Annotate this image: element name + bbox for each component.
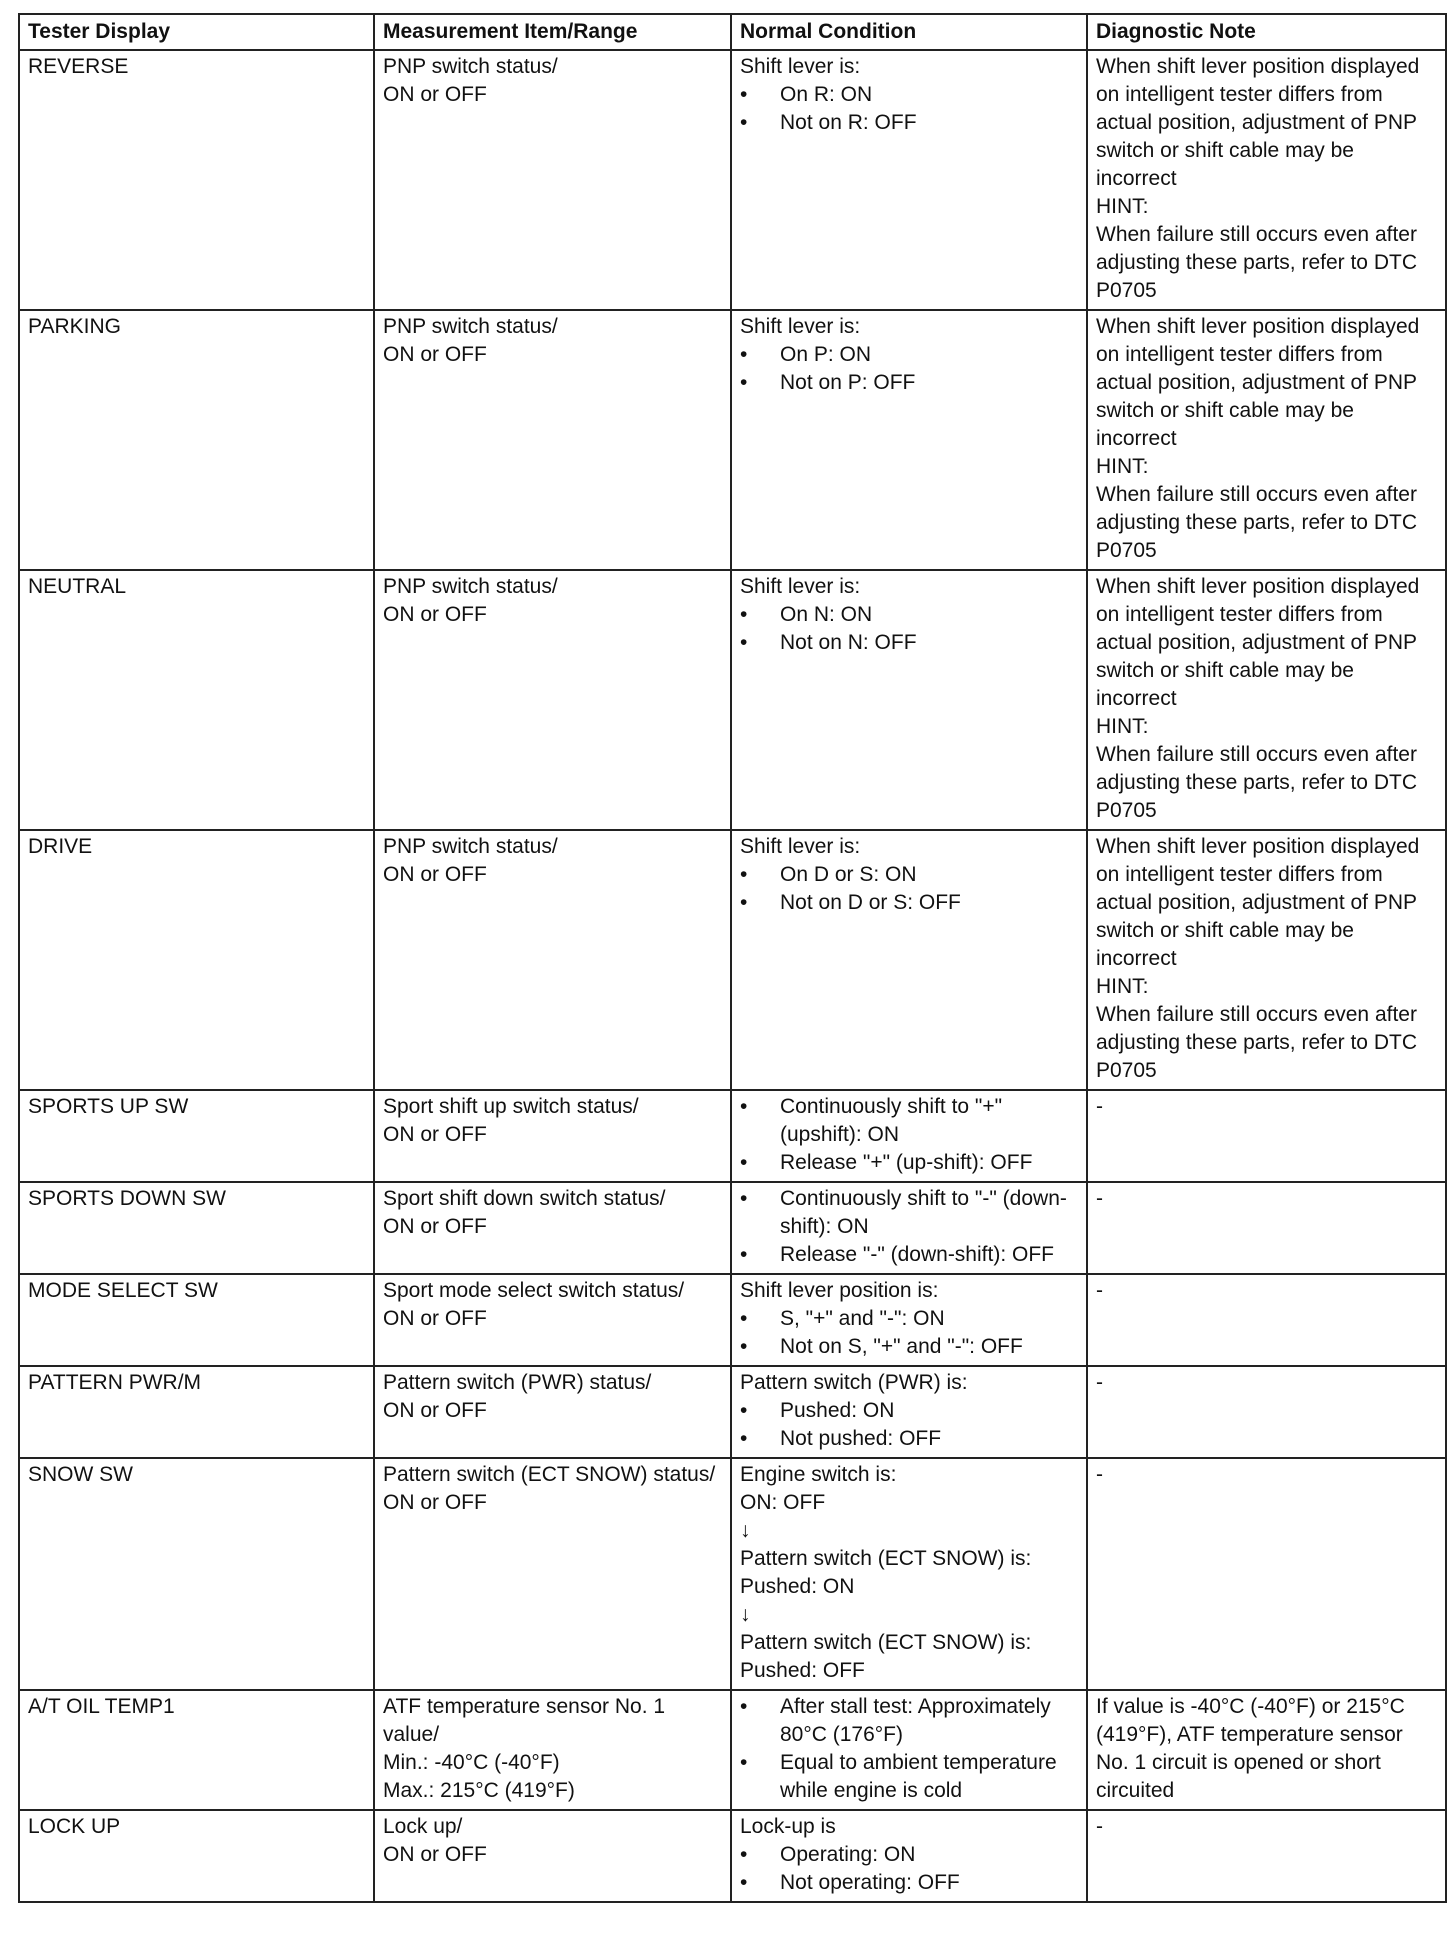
bullet-item xyxy=(740,629,1078,657)
bullet-text: Not on R: OFF xyxy=(780,111,917,134)
measurement-line: ON or OFF xyxy=(383,1123,487,1146)
bullet-icon: • xyxy=(740,1335,748,1358)
bullet-icon: • xyxy=(740,1843,748,1866)
cell-diagnostic-note xyxy=(1087,1090,1446,1182)
measurement-line: Pattern switch (ECT SNOW) status/ xyxy=(383,1463,716,1486)
bullet-item xyxy=(740,1241,1078,1269)
cell-diagnostic-note xyxy=(1087,570,1446,830)
bullet-icon: • xyxy=(740,1243,748,1266)
table-body xyxy=(19,50,1446,1902)
bullet-text: Not on S, "+" and "-": OFF xyxy=(780,1335,1023,1358)
cell-normal-condition xyxy=(731,310,1087,570)
bullet-icon: • xyxy=(740,603,748,626)
cell-tester-display: NEUTRAL xyxy=(19,570,374,830)
cell-tester-display: DRIVE xyxy=(19,830,374,1090)
cell-diagnostic-note xyxy=(1087,1690,1446,1810)
bullet-item xyxy=(740,861,1078,889)
cell-diagnostic-note xyxy=(1087,50,1446,310)
note-line: HINT: xyxy=(1096,975,1149,998)
bullet-icon: • xyxy=(740,83,748,106)
cell-tester-display: PATTERN PWR/M xyxy=(19,1366,374,1458)
cell-diagnostic-note xyxy=(1087,310,1446,570)
cell-tester-display: SNOW SW xyxy=(19,1458,374,1690)
bullet-text: On D or S: ON xyxy=(780,863,917,886)
measurement-line: PNP switch status/ xyxy=(383,55,558,78)
condition-line: Shift lever is: xyxy=(740,315,861,338)
cell-tester-display: A/T OIL TEMP1 xyxy=(19,1690,374,1810)
table-row xyxy=(19,1810,1446,1902)
bullet-item xyxy=(740,1305,1078,1333)
measurement-line: ATF temperature sensor No. 1 value/ xyxy=(383,1695,666,1746)
note-line: HINT: xyxy=(1096,195,1149,218)
bullet-text: S, "+" and "-": ON xyxy=(780,1307,945,1330)
cell-tester-display: SPORTS UP SW xyxy=(19,1090,374,1182)
bullet-item xyxy=(740,1333,1078,1361)
header-normal-condition: Normal Condition xyxy=(731,14,1087,50)
bullet-item xyxy=(740,1425,1078,1453)
note-line: When failure still occurs even after adjusting these parts, refer to DTC P0705 xyxy=(1096,483,1417,562)
condition-line: Shift lever position is: xyxy=(740,1279,939,1302)
down-arrow-icon: ↓ xyxy=(740,1519,751,1542)
table-row xyxy=(19,50,1446,310)
bullet-icon: • xyxy=(740,891,748,914)
cell-normal-condition xyxy=(731,1810,1087,1902)
table-row xyxy=(19,1090,1446,1182)
bullet-icon: • xyxy=(740,1151,748,1174)
table-row xyxy=(19,1690,1446,1810)
cell-normal-condition xyxy=(731,1690,1087,1810)
table-header-row xyxy=(19,14,1446,50)
cell-measurement-item xyxy=(374,570,731,830)
cell-diagnostic-note xyxy=(1087,830,1446,1090)
bullet-icon: • xyxy=(740,111,748,134)
cell-diagnostic-note xyxy=(1087,1458,1446,1690)
bullet-item xyxy=(740,1869,1078,1897)
condition-line: Lock-up is xyxy=(740,1815,836,1838)
measurement-line: ON or OFF xyxy=(383,603,487,626)
bullet-icon: • xyxy=(740,1187,748,1210)
cell-normal-condition xyxy=(731,570,1087,830)
table-row xyxy=(19,570,1446,830)
bullet-icon: • xyxy=(740,343,748,366)
bullet-item xyxy=(740,889,1078,917)
note-line: When shift lever position displayed on intelligent tester differs from actual position, adjustment of PNP switch or shift cable may be incorrect xyxy=(1096,575,1420,710)
bullet-item xyxy=(740,601,1078,629)
condition-line: Pattern switch (PWR) is: xyxy=(740,1371,968,1394)
bullet-text: On P: ON xyxy=(780,343,872,366)
cell-normal-condition xyxy=(731,1090,1087,1182)
bullet-text: Not on D or S: OFF xyxy=(780,891,961,914)
cell-measurement-item xyxy=(374,1182,731,1274)
cell-measurement-item xyxy=(374,1458,731,1690)
cell-normal-condition xyxy=(731,1182,1087,1274)
cell-measurement-item xyxy=(374,1274,731,1366)
bullet-text: Release "-" (down-shift): OFF xyxy=(780,1243,1054,1266)
bullet-text: Not pushed: OFF xyxy=(780,1427,942,1450)
note-line: HINT: xyxy=(1096,715,1149,738)
cell-normal-condition xyxy=(731,1366,1087,1458)
measurement-line: ON or OFF xyxy=(383,343,487,366)
data-list-table xyxy=(18,13,1447,1903)
bullet-text: Equal to ambient temperature while engine is cold xyxy=(780,1751,1057,1802)
bullet-text: Continuously shift to "+" (upshift): ON xyxy=(780,1095,1003,1146)
bullet-icon: • xyxy=(740,863,748,886)
cell-measurement-item xyxy=(374,50,731,310)
cell-normal-condition xyxy=(731,1274,1087,1366)
bullet-text: Pushed: ON xyxy=(780,1399,895,1422)
bullet-icon: • xyxy=(740,1399,748,1422)
measurement-line: ON or OFF xyxy=(383,863,487,886)
bullet-icon: • xyxy=(740,1751,748,1774)
bullet-text: Continuously shift to "-" (down-shift): ON xyxy=(780,1187,1067,1238)
bullet-item xyxy=(740,1749,1078,1805)
table-row xyxy=(19,310,1446,570)
table-row xyxy=(19,1274,1446,1366)
bullet-icon: • xyxy=(740,1695,748,1718)
cell-measurement-item xyxy=(374,1366,731,1458)
note-line: When failure still occurs even after adjusting these parts, refer to DTC P0705 xyxy=(1096,743,1417,822)
condition-line: Pushed: ON xyxy=(740,1575,855,1598)
measurement-line: PNP switch status/ xyxy=(383,835,558,858)
condition-line: Shift lever is: xyxy=(740,575,861,598)
note-line: - xyxy=(1096,1279,1103,1302)
cell-diagnostic-note xyxy=(1087,1274,1446,1366)
bullet-text: Not on P: OFF xyxy=(780,371,916,394)
note-line: When failure still occurs even after adjusting these parts, refer to DTC P0705 xyxy=(1096,223,1417,302)
note-line: When shift lever position displayed on intelligent tester differs from actual position, adjustment of PNP switch or shift cable may be incorrect xyxy=(1096,835,1420,970)
bullet-item xyxy=(740,1149,1078,1177)
measurement-line: Lock up/ xyxy=(383,1815,463,1838)
note-line: - xyxy=(1096,1815,1103,1838)
bullet-item xyxy=(740,1093,1078,1149)
bullet-item xyxy=(740,1185,1078,1241)
bullet-item xyxy=(740,81,1078,109)
bullet-text: Release "+" (up-shift): OFF xyxy=(780,1151,1033,1174)
measurement-line: Sport shift down switch status/ xyxy=(383,1187,666,1210)
measurement-line: ON or OFF xyxy=(383,1399,487,1422)
condition-line: ON: OFF xyxy=(740,1491,826,1514)
cell-normal-condition xyxy=(731,50,1087,310)
measurement-line: Max.: 215°C (419°F) xyxy=(383,1779,575,1802)
note-line: If value is -40°C (-40°F) or 215°C (419°F), ATF temperature sensor No. 1 circuit is opened or short circuited xyxy=(1096,1695,1405,1802)
bullet-text: Not on N: OFF xyxy=(780,631,917,654)
measurement-line: PNP switch status/ xyxy=(383,315,558,338)
header-diagnostic-note: Diagnostic Note xyxy=(1087,14,1446,50)
measurement-line: Min.: -40°C (-40°F) xyxy=(383,1751,560,1774)
bullet-item xyxy=(740,1841,1078,1869)
down-arrow-icon: ↓ xyxy=(740,1603,751,1626)
table-row xyxy=(19,830,1446,1090)
note-line: - xyxy=(1096,1095,1103,1118)
cell-measurement-item xyxy=(374,1810,731,1902)
note-line: When failure still occurs even after adjusting these parts, refer to DTC P0705 xyxy=(1096,1003,1417,1082)
bullet-text: On N: ON xyxy=(780,603,873,626)
cell-tester-display: SPORTS DOWN SW xyxy=(19,1182,374,1274)
measurement-line: ON or OFF xyxy=(383,83,487,106)
cell-tester-display: PARKING xyxy=(19,310,374,570)
bullet-icon: • xyxy=(740,1871,748,1894)
cell-tester-display: LOCK UP xyxy=(19,1810,374,1902)
cell-diagnostic-note xyxy=(1087,1366,1446,1458)
bullet-text: On R: ON xyxy=(780,83,873,106)
bullet-icon: • xyxy=(740,1095,748,1118)
bullet-item xyxy=(740,1397,1078,1425)
bullet-icon: • xyxy=(740,1427,748,1450)
condition-line: Pattern switch (ECT SNOW) is: xyxy=(740,1631,1032,1654)
bullet-item xyxy=(740,341,1078,369)
cell-tester-display: MODE SELECT SW xyxy=(19,1274,374,1366)
condition-line: Shift lever is: xyxy=(740,55,861,78)
note-line: - xyxy=(1096,1371,1103,1394)
bullet-item xyxy=(740,369,1078,397)
cell-measurement-item xyxy=(374,1090,731,1182)
measurement-line: Sport mode select switch status/ xyxy=(383,1279,685,1302)
bullet-text: Not operating: OFF xyxy=(780,1871,960,1894)
measurement-line: ON or OFF xyxy=(383,1491,487,1514)
measurement-line: ON or OFF xyxy=(383,1843,487,1866)
condition-line: Pushed: OFF xyxy=(740,1659,865,1682)
table-row xyxy=(19,1458,1446,1690)
bullet-icon: • xyxy=(740,1307,748,1330)
cell-measurement-item xyxy=(374,1690,731,1810)
note-line: - xyxy=(1096,1463,1103,1486)
measurement-line: ON or OFF xyxy=(383,1215,487,1238)
cell-normal-condition xyxy=(731,830,1087,1090)
measurement-line: Pattern switch (PWR) status/ xyxy=(383,1371,652,1394)
cell-measurement-item xyxy=(374,310,731,570)
cell-measurement-item xyxy=(374,830,731,1090)
bullet-icon: • xyxy=(740,371,748,394)
bullet-text: After stall test: Approximately 80°C (176°F) xyxy=(780,1695,1051,1746)
measurement-line: ON or OFF xyxy=(383,1307,487,1330)
header-tester-display: Tester Display xyxy=(19,14,374,50)
bullet-item xyxy=(740,1693,1078,1749)
measurement-line: Sport shift up switch status/ xyxy=(383,1095,639,1118)
note-line: When shift lever position displayed on intelligent tester differs from actual position, adjustment of PNP switch or shift cable may be incorrect xyxy=(1096,315,1420,450)
cell-tester-display: REVERSE xyxy=(19,50,374,310)
note-line: HINT: xyxy=(1096,455,1149,478)
bullet-icon: • xyxy=(740,631,748,654)
header-measurement-item: Measurement Item/Range xyxy=(374,14,731,50)
note-line: When shift lever position displayed on intelligent tester differs from actual position, adjustment of PNP switch or shift cable may be incorrect xyxy=(1096,55,1420,190)
condition-line: Engine switch is: xyxy=(740,1463,897,1486)
condition-line: Shift lever is: xyxy=(740,835,861,858)
bullet-text: Operating: ON xyxy=(780,1843,916,1866)
note-line: - xyxy=(1096,1187,1103,1210)
condition-line: Pattern switch (ECT SNOW) is: xyxy=(740,1547,1032,1570)
cell-normal-condition xyxy=(731,1458,1087,1690)
table-row xyxy=(19,1182,1446,1274)
cell-diagnostic-note xyxy=(1087,1182,1446,1274)
bullet-item xyxy=(740,109,1078,137)
cell-diagnostic-note xyxy=(1087,1810,1446,1902)
measurement-line: PNP switch status/ xyxy=(383,575,558,598)
table-row xyxy=(19,1366,1446,1458)
